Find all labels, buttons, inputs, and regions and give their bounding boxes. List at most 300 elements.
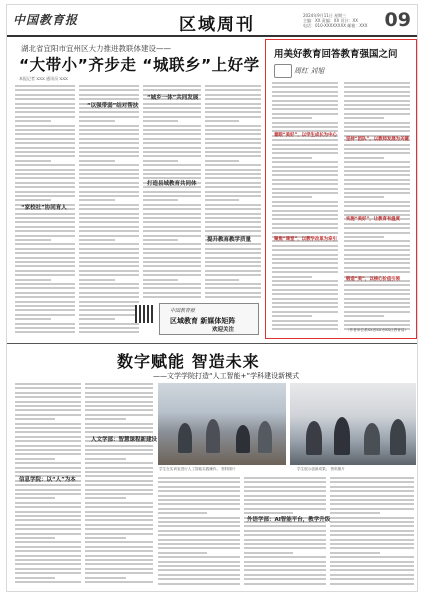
text-line — [85, 568, 153, 570]
text-line — [15, 409, 81, 411]
text-line — [79, 279, 115, 281]
text-line — [85, 467, 153, 469]
text-line — [272, 262, 338, 264]
text-line — [272, 113, 338, 115]
commentary-author: 周红 刘旭 — [294, 67, 325, 75]
text-line — [15, 252, 75, 254]
text-line — [143, 283, 201, 285]
text-line — [143, 107, 201, 109]
text-line — [344, 192, 410, 194]
text-line — [272, 214, 338, 216]
text-line — [244, 583, 326, 585]
text-line — [15, 125, 75, 127]
text-line — [344, 289, 410, 291]
section-divider — [7, 343, 417, 344]
text-line — [344, 236, 384, 238]
text-line — [330, 543, 414, 545]
text-line — [15, 493, 81, 495]
text-line — [143, 120, 178, 122]
text-line — [158, 512, 207, 514]
text-line — [15, 147, 75, 149]
text-line — [15, 257, 75, 259]
person-figure — [306, 421, 322, 455]
text-line — [143, 89, 201, 91]
text-line — [85, 484, 153, 486]
lead-headline: “大带小”齐步走 “城联乡”上好学 — [19, 56, 260, 74]
text-line — [79, 301, 139, 303]
text-line — [205, 129, 261, 131]
text-line — [15, 511, 81, 513]
text-line — [79, 323, 139, 325]
text-line — [85, 533, 153, 535]
text-line — [205, 213, 261, 215]
text-line — [79, 169, 139, 171]
text-line — [158, 530, 240, 532]
text-line — [143, 208, 201, 210]
text-line — [272, 232, 338, 234]
text-line — [143, 111, 201, 113]
text-line — [85, 524, 153, 526]
text-line — [15, 445, 81, 447]
text-line — [344, 258, 410, 260]
text-line — [143, 142, 201, 144]
classroom-photo — [158, 383, 286, 465]
lead-column-2 — [79, 83, 139, 335]
text-line — [158, 525, 240, 527]
text-line — [15, 129, 75, 131]
text-line — [272, 117, 312, 119]
text-line — [205, 221, 261, 223]
text-line — [143, 274, 201, 276]
text-line — [272, 183, 338, 185]
text-line — [344, 117, 384, 119]
text-line — [272, 320, 338, 322]
text-line — [85, 401, 153, 403]
text-line — [143, 85, 201, 87]
text-line — [15, 155, 75, 157]
commentary-subhead: 实施“美好”，让教育有温度 — [346, 217, 401, 222]
text-line — [15, 173, 75, 175]
commentary-column-1 — [272, 80, 338, 334]
person-figure — [364, 423, 380, 455]
text-line — [205, 138, 261, 140]
text-line — [15, 331, 75, 333]
second-column-2 — [85, 381, 153, 587]
person-figure — [178, 423, 192, 453]
text-line — [205, 243, 261, 245]
text-line — [158, 561, 240, 563]
text-line — [79, 331, 139, 333]
text-line — [158, 517, 240, 519]
text-line — [272, 157, 312, 159]
text-line — [15, 248, 75, 250]
text-line — [15, 453, 81, 455]
commentary-subhead: 着眼“美好”，以学生成长为中心 — [274, 133, 337, 138]
text-line — [272, 293, 338, 295]
text-line — [143, 239, 178, 241]
text-line — [79, 155, 139, 157]
text-line — [344, 227, 410, 229]
text-line — [330, 486, 414, 488]
text-line — [15, 484, 81, 486]
text-line — [244, 499, 326, 501]
text-line — [344, 144, 410, 146]
text-line — [272, 86, 338, 88]
text-line — [344, 201, 410, 203]
text-line — [158, 503, 240, 505]
text-line — [85, 475, 153, 477]
text-line — [15, 279, 51, 281]
text-line — [15, 195, 75, 197]
commentary-subhead: 坚持“团队”，以教师发展为关键 — [346, 137, 409, 142]
text-line — [15, 559, 81, 561]
text-line — [79, 248, 139, 250]
text-line — [15, 177, 75, 179]
lead-subhead: 提升教育教学质量 — [207, 237, 252, 243]
text-line — [344, 91, 410, 93]
text-line — [143, 173, 201, 175]
text-line — [15, 243, 75, 245]
text-line — [143, 261, 201, 263]
text-line — [15, 98, 75, 100]
text-line — [85, 387, 153, 389]
person-figure — [334, 417, 350, 455]
text-line — [244, 495, 326, 497]
text-line — [205, 182, 261, 184]
text-line — [272, 122, 338, 124]
text-line — [272, 148, 338, 150]
text-line — [344, 232, 410, 234]
text-line — [272, 267, 338, 269]
text-line — [85, 550, 153, 552]
text-line — [205, 270, 261, 272]
text-line — [344, 196, 384, 198]
text-line — [244, 574, 326, 576]
text-line — [272, 245, 338, 247]
text-line — [205, 160, 239, 162]
text-line — [344, 188, 410, 190]
text-line — [272, 210, 338, 212]
text-line — [79, 94, 139, 96]
text-line — [344, 320, 410, 322]
text-line — [143, 252, 201, 254]
text-line — [143, 125, 201, 127]
text-line — [205, 177, 261, 179]
text-line — [272, 328, 338, 330]
text-line — [205, 85, 261, 87]
text-line — [15, 89, 75, 91]
text-line — [79, 186, 139, 188]
text-line — [15, 287, 75, 289]
text-line — [158, 534, 240, 536]
text-line — [79, 147, 139, 149]
text-line — [244, 539, 326, 541]
text-line — [143, 195, 201, 197]
text-line — [143, 257, 201, 259]
text-line — [15, 581, 81, 583]
text-line — [272, 100, 338, 102]
text-line — [79, 305, 139, 307]
text-line — [205, 283, 261, 285]
text-line — [205, 252, 261, 254]
text-line — [344, 86, 410, 88]
text-line — [15, 270, 75, 272]
text-line — [205, 261, 261, 263]
text-line — [79, 221, 139, 223]
text-line — [330, 574, 414, 576]
text-line — [158, 543, 240, 545]
text-line — [15, 458, 55, 460]
text-line — [79, 217, 139, 219]
text-line — [344, 183, 410, 185]
text-line — [143, 147, 201, 149]
text-line — [15, 489, 81, 491]
text-line — [158, 477, 240, 479]
text-line — [79, 195, 139, 197]
text-line — [330, 583, 414, 585]
text-line — [344, 104, 410, 106]
text-line — [344, 170, 410, 172]
text-line — [15, 235, 75, 237]
text-line — [205, 230, 261, 232]
text-line — [244, 486, 326, 488]
text-line — [79, 292, 139, 294]
text-line — [330, 525, 414, 527]
text-line — [15, 133, 75, 135]
text-line — [79, 283, 139, 285]
text-line — [15, 274, 75, 276]
text-line — [344, 254, 410, 256]
text-line — [15, 515, 81, 517]
text-line — [143, 199, 178, 201]
issue-date: 2024年9月11日 星期三 — [303, 13, 347, 18]
text-line — [272, 152, 338, 154]
text-line — [143, 155, 201, 157]
text-line — [79, 177, 139, 179]
text-line — [79, 133, 139, 135]
text-line — [158, 508, 240, 510]
text-line — [244, 508, 326, 510]
person-figure — [206, 419, 220, 453]
text-line — [158, 556, 240, 558]
text-line — [205, 107, 261, 109]
person-figure — [236, 425, 250, 453]
text-line — [79, 327, 139, 329]
text-line — [15, 537, 55, 539]
text-line — [15, 462, 81, 464]
text-line — [143, 265, 201, 267]
text-line — [330, 512, 380, 514]
text-line — [79, 208, 139, 210]
text-line — [244, 512, 293, 514]
text-line — [15, 151, 75, 153]
text-line — [15, 436, 81, 438]
text-line — [15, 405, 81, 407]
text-line — [15, 471, 81, 473]
commentary-footnote: （作者单位系XX省XX市XX区教育局） — [346, 328, 409, 332]
text-line — [330, 517, 414, 519]
text-line — [79, 125, 139, 127]
text-line — [79, 226, 139, 228]
text-line — [79, 252, 139, 254]
text-line — [85, 537, 126, 539]
text-line — [244, 543, 326, 545]
text-line — [143, 217, 201, 219]
showcase-photo — [290, 383, 416, 465]
text-line — [205, 173, 261, 175]
text-line — [244, 477, 326, 479]
text-line — [85, 471, 153, 473]
text-line — [143, 292, 201, 294]
text-line — [15, 546, 81, 548]
masthead — [7, 5, 417, 37]
text-line — [85, 581, 153, 583]
text-line — [272, 201, 338, 203]
issue-editors: 主编：XX 责编：XX 设计：XX — [303, 18, 358, 23]
text-line — [205, 279, 239, 281]
text-line — [158, 569, 240, 571]
text-line — [272, 196, 312, 198]
second-subtitle: ——文学学院打造“人工智能+”学科建设新模式 — [153, 372, 300, 380]
text-line — [272, 311, 338, 313]
text-line — [15, 497, 55, 499]
text-line — [205, 98, 261, 100]
text-line — [85, 431, 153, 433]
lead-kicker: 湖北省宜阳市宜州区大力推进教联体建设—— — [21, 44, 171, 53]
text-line — [79, 257, 139, 259]
text-line — [143, 191, 201, 193]
text-line — [205, 89, 261, 91]
text-line — [205, 116, 261, 118]
text-line — [85, 383, 153, 385]
text-line — [15, 506, 81, 508]
text-line — [15, 111, 75, 113]
text-line — [158, 499, 240, 501]
issue-info — [303, 13, 373, 28]
page-number: 09 — [384, 9, 411, 31]
text-line — [15, 555, 81, 557]
text-line — [344, 82, 410, 84]
text-line — [15, 563, 81, 565]
lead-column-3 — [143, 83, 201, 299]
text-line — [15, 577, 55, 579]
text-line — [79, 261, 139, 263]
text-line — [85, 559, 153, 561]
lead-subhead: “家校社”协同育人 — [21, 205, 67, 211]
text-line — [79, 173, 139, 175]
text-line — [344, 298, 410, 300]
text-line — [205, 120, 239, 122]
text-line — [205, 142, 261, 144]
text-line — [85, 392, 153, 394]
text-line — [143, 230, 201, 232]
section-title: 区域周刊 — [179, 15, 255, 35]
text-line — [15, 265, 75, 267]
text-line — [15, 107, 75, 109]
text-line — [244, 481, 326, 483]
text-line — [85, 497, 126, 499]
text-line — [272, 188, 338, 190]
text-line — [272, 223, 338, 225]
text-line — [15, 431, 81, 433]
text-line — [15, 427, 81, 429]
text-line — [272, 82, 338, 84]
text-line — [15, 401, 81, 403]
text-line — [158, 578, 240, 580]
text-line — [15, 120, 51, 122]
text-line — [15, 502, 81, 504]
text-line — [15, 191, 75, 193]
text-line — [15, 327, 75, 329]
text-line — [272, 271, 338, 273]
text-line — [330, 561, 414, 563]
text-line — [205, 204, 261, 206]
text-line — [330, 521, 414, 523]
text-line — [330, 569, 414, 571]
second-column-4 — [244, 475, 326, 587]
text-line — [158, 539, 240, 541]
text-line — [272, 249, 338, 251]
text-line — [272, 306, 338, 308]
text-line — [244, 534, 326, 536]
text-line — [205, 133, 261, 135]
lead-subhead: “以强带弱”结对帮扶 — [87, 103, 139, 109]
text-line — [244, 547, 326, 549]
text-line — [79, 116, 139, 118]
text-line — [79, 239, 115, 241]
text-line — [158, 490, 240, 492]
text-line — [330, 503, 414, 505]
text-line — [143, 169, 201, 171]
text-line — [158, 521, 240, 523]
text-line — [143, 243, 201, 245]
text-line — [15, 296, 75, 298]
text-line — [15, 164, 75, 166]
text-line — [344, 271, 410, 273]
text-line — [158, 486, 240, 488]
text-line — [15, 414, 81, 416]
text-line — [85, 423, 153, 425]
text-line — [79, 151, 139, 153]
second-column-1 — [15, 381, 81, 587]
text-line — [158, 495, 240, 497]
text-line — [15, 261, 75, 263]
text-line — [205, 155, 261, 157]
text-line — [158, 481, 240, 483]
second-column-5 — [330, 475, 414, 587]
photo-caption: 学生在实训室进行人工智能实践操作。 资料图片 — [159, 467, 236, 471]
text-line — [79, 309, 139, 311]
text-line — [85, 453, 153, 455]
text-line — [330, 490, 414, 492]
text-line — [344, 205, 410, 207]
text-line — [15, 230, 75, 232]
text-line — [158, 574, 240, 576]
text-line — [330, 508, 414, 510]
text-line — [158, 547, 240, 549]
text-line — [143, 133, 201, 135]
author-portrait — [274, 64, 292, 78]
text-line — [79, 270, 139, 272]
text-line — [272, 289, 338, 291]
person-figure — [258, 421, 272, 453]
text-line — [272, 126, 338, 128]
text-line — [85, 502, 153, 504]
text-line — [15, 305, 75, 307]
text-line — [79, 120, 115, 122]
lead-byline: 本报记者 XXX 通讯员 XXX — [19, 76, 68, 81]
text-line — [15, 533, 81, 535]
